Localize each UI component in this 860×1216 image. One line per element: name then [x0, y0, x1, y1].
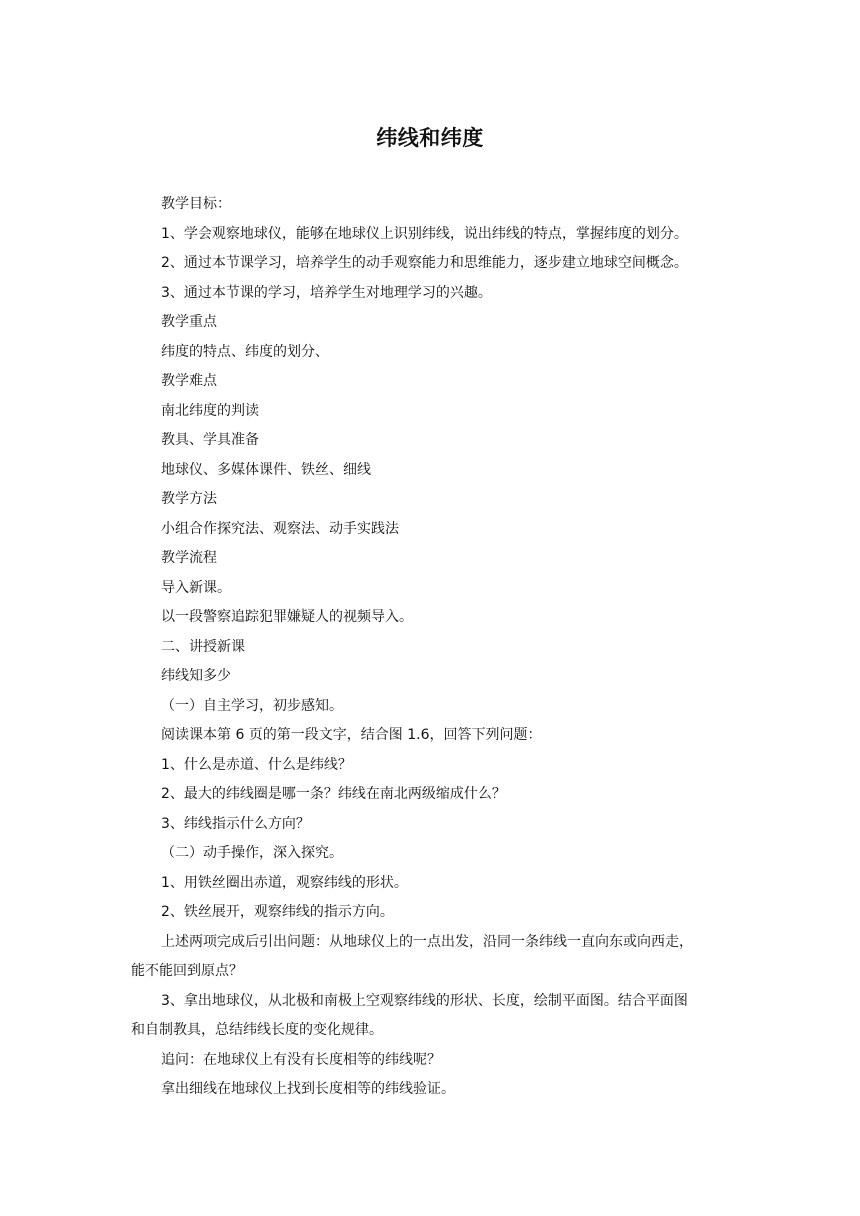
document-body	[131, 190, 731, 1105]
paragraph-line: （一）自主学习，初步感知。	[161, 697, 343, 714]
document-title: 纬线和纬度	[376, 126, 484, 150]
paragraph-line: 3、纬线指示什么方向？	[161, 815, 310, 832]
paragraph-line: 南北纬度的判读	[161, 402, 259, 419]
paragraph-line: 2、通过本节课学习，培养学生的动手观察能力和思维能力，逐步建立地球空间概念。	[161, 255, 688, 271]
paragraph-line: 小组合作探究法、观察法、动手实践法	[161, 520, 399, 537]
paragraph-line: 以一段警察追踪犯罪嫌疑人的视频导入。	[161, 609, 413, 625]
paragraph-line: 3、通过本节课的学习，培养学生对地理学习的兴趣。	[161, 284, 492, 301]
paragraph-line: 能不能回到原点？	[131, 963, 243, 979]
paragraph-line: 和自制教具，总结纬线长度的变化规律。	[131, 1022, 383, 1038]
paragraph-line: 追问：在地球仪上有没有长度相等的纬线呢？	[161, 1051, 441, 1068]
paragraph-line: 3、拿出地球仪，从北极和南极上空观察纬线的形状、长度，绘制平面图。结合平面图	[161, 992, 688, 1009]
paragraph-line: 2、最大的纬线圈是哪一条？纬线在南北两级缩成什么？	[161, 786, 506, 802]
paragraph-line: 教学难点	[161, 373, 217, 389]
paragraph-line: 上述两项完成后引出问题：从地球仪上的一点出发，沿同一条纬线一直向东或向西走，	[161, 933, 693, 950]
paragraph-line: 教学重点	[161, 314, 217, 330]
paragraph-line: 纬度的特点、纬度的划分、	[161, 343, 329, 360]
paragraph-line: 导入新课。	[161, 579, 231, 596]
paragraph-line: 教学方法	[161, 491, 217, 507]
paragraph-line: 教具、学具准备	[161, 432, 259, 448]
paragraph-line: （二）动手操作，深入探究。	[161, 845, 343, 861]
paragraph-line: 2、铁丝展开，观察纬线的指示方向。	[161, 904, 394, 920]
paragraph-line: 1、用铁丝圈出赤道，观察纬线的形状。	[161, 874, 408, 891]
paragraph-line: 教学目标：	[161, 196, 231, 212]
paragraph-line: 二、讲授新课	[161, 638, 245, 655]
paragraph-line: 1、什么是赤道、什么是纬线？	[161, 756, 352, 773]
paragraph-line: 拿出细线在地球仪上找到长度相等的纬线验证。	[161, 1081, 455, 1097]
paragraph-line: 地球仪、多媒体课件、铁丝、细线	[161, 461, 371, 478]
paragraph-line: 阅读课本第 6 页的第一段文字，结合图 1.6，回答下列问题：	[161, 727, 542, 743]
paragraph-line: 教学流程	[161, 550, 217, 566]
paragraph-line: 纬线知多少	[161, 668, 231, 684]
paragraph-line: 1、学会观察地球仪，能够在地球仪上识别纬线，说出纬线的特点，掌握纬度的划分。	[161, 225, 688, 242]
